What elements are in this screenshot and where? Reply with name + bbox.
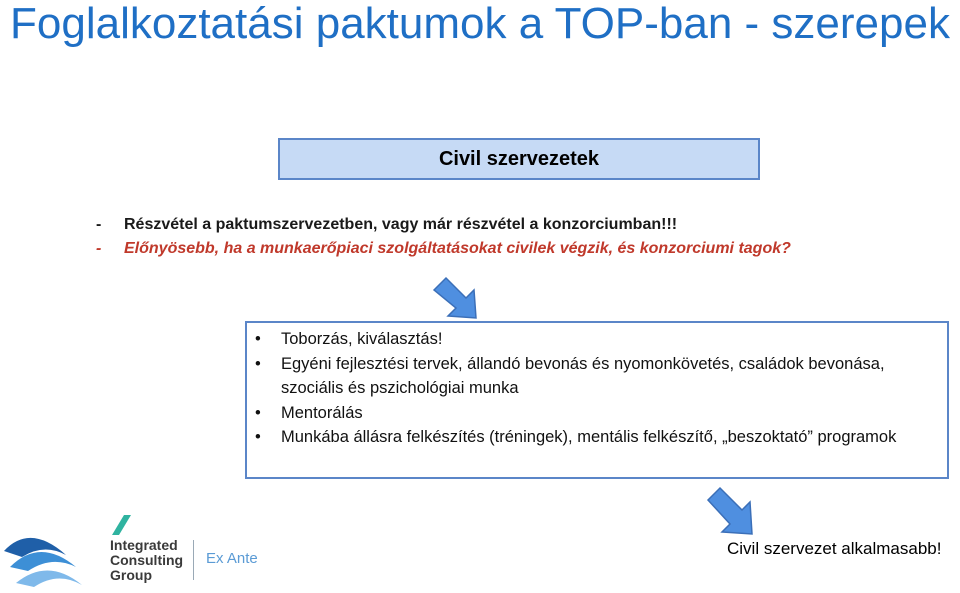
down-right-arrow-icon	[706, 482, 768, 538]
slide-title: Foglalkoztatási paktumok a TOP-ban - szerepek	[10, 0, 950, 48]
bullet-item: • Toborzás, kiválasztás!	[281, 327, 937, 352]
section-header-box	[278, 138, 760, 180]
logo-divider	[193, 540, 194, 580]
bullet-item: • Munkába állásra felkészítés (tréningek), mentális felkészítő, „beszoktató” programok	[281, 425, 937, 450]
logo-wordmark	[110, 538, 183, 583]
down-right-arrow-icon	[432, 270, 494, 322]
logo-line-2: Consulting	[110, 552, 184, 568]
dash-item-participation: - Részvétel a paktumszervezetben, vagy már részvétel a konzorciumban!!!	[96, 213, 791, 237]
activities-box	[245, 321, 949, 479]
logo-line-3: Group	[110, 567, 152, 583]
logo-line-1: Integrated	[110, 537, 178, 553]
conclusion-text: Civil szervezet alkalmasabb!	[727, 539, 942, 558]
bullet-item: • Mentorálás	[281, 401, 937, 426]
bullet-item: • Egyéni fejlesztési tervek, állandó bevonás és nyomonkövetés, családok bevonása, szociális és pszichológiai munka	[281, 352, 937, 401]
dash-item-advantage-question: - Előnyösebb, ha a munkaerőpiaci szolgáltatásokat civilek végzik, és konzorciumi tagok?	[96, 237, 791, 261]
partner-logo-text: Ex Ante	[206, 550, 258, 567]
section-label: Civil szervezetek	[438, 147, 600, 170]
dash-list	[96, 213, 791, 261]
